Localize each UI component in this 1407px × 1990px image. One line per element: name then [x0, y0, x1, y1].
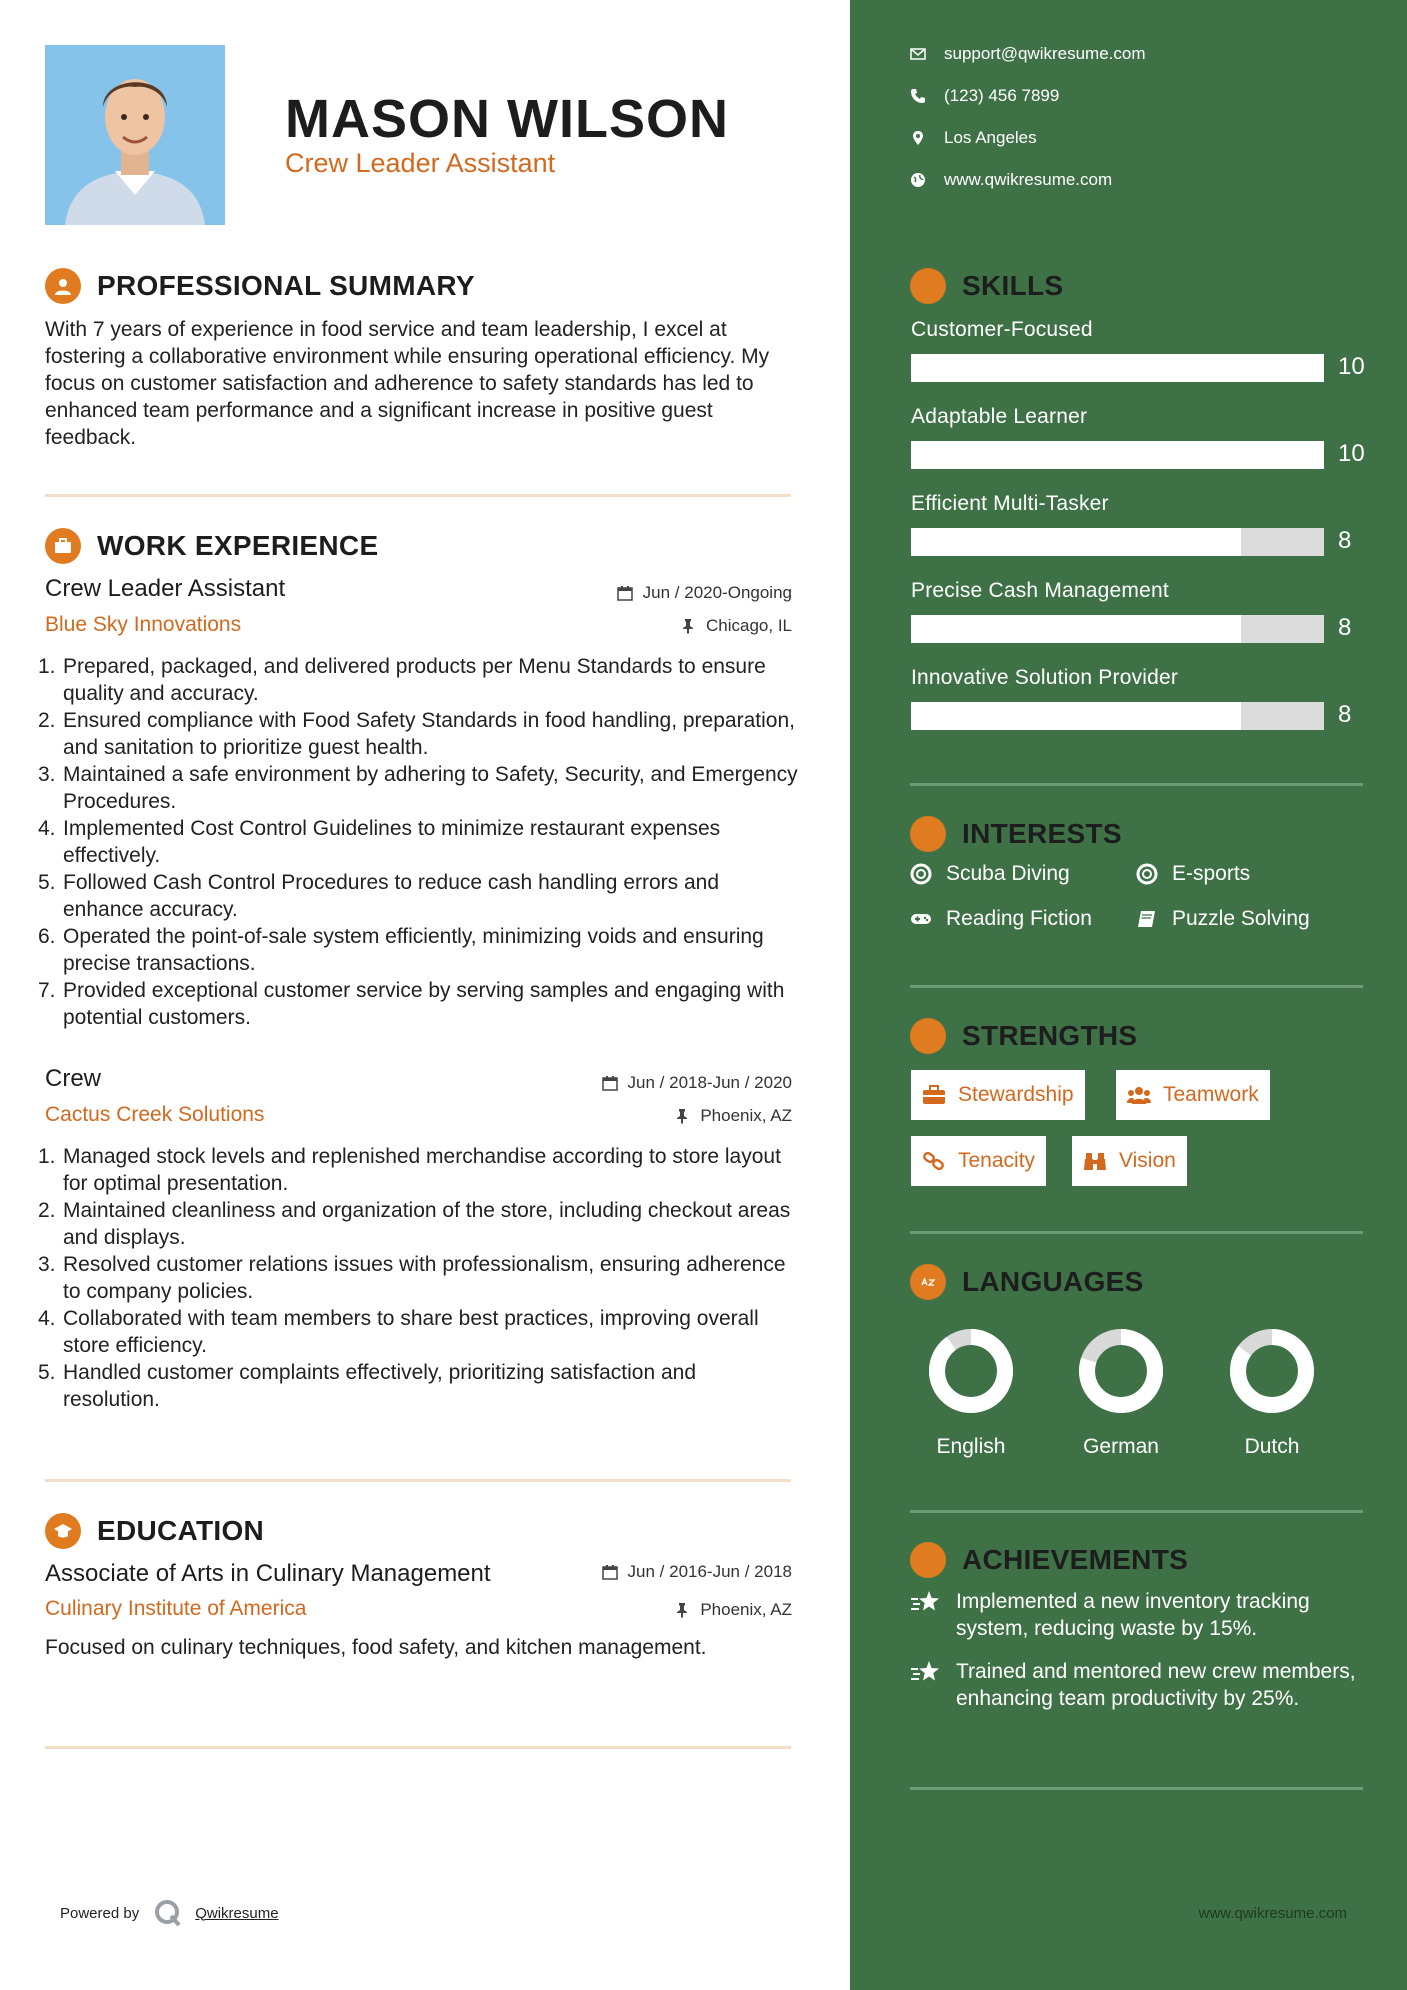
language-level-ring: [1228, 1327, 1316, 1415]
contact-phone-text: (123) 456 7899: [944, 86, 1060, 105]
skill-name: Precise Cash Management: [911, 579, 1169, 602]
strengths-heading: [910, 1018, 1137, 1054]
candidate-name: MASON WILSON: [285, 89, 729, 149]
list-item: 4. Implemented Cost Control Guidelines to minimize restaurant expenses effectively.: [38, 817, 721, 867]
candidate-role: Crew Leader Assistant: [285, 148, 556, 178]
lifebuoy-icon: [1136, 863, 1158, 885]
education-location: [674, 1600, 792, 1620]
skill-name: Innovative Solution Provider: [911, 666, 1179, 689]
achievement-item: [910, 1588, 1370, 1642]
education-title: EDUCATION: [97, 1515, 265, 1546]
binoculars-icon: [1083, 1151, 1107, 1171]
interest-item: [1136, 862, 1250, 886]
pin-icon: [674, 1108, 690, 1124]
achievements-heading: [910, 1542, 1188, 1578]
section-divider: [45, 494, 791, 497]
list-item: 5. Handled customer complaints effectively, prioritizing satisfaction and resolution.: [38, 1361, 697, 1411]
language-name: English: [936, 1435, 1006, 1458]
translate-icon: [910, 1264, 946, 1300]
skill-bar: [911, 441, 1324, 469]
interests-heading: [910, 816, 1122, 852]
list-item: 5. Followed Cash Control Procedures to reduce cash handling errors and enhance accuracy.: [38, 871, 720, 921]
work-heading: [45, 528, 378, 564]
skill-value: 8: [1338, 614, 1352, 641]
footer-powered-by: [60, 1898, 279, 1928]
contact-location: [910, 128, 1037, 148]
achievement-item: [910, 1658, 1370, 1712]
powered-by-label: Powered by: [60, 1904, 140, 1922]
list-item: 6. Operated the point-of-sale system efficiently, minimizing voids and ensuring precise transactions.: [38, 925, 764, 975]
strength-label: Stewardship: [958, 1083, 1074, 1106]
qwikresume-logo-icon: [153, 1898, 183, 1928]
section-divider: [910, 985, 1363, 988]
calendar-icon: [602, 1564, 618, 1580]
education-description: Focused on culinary techniques, food safety, and kitchen management.: [45, 1636, 707, 1659]
list-item: 1. Prepared, packaged, and delivered products per Menu Standards to ensure quality and accuracy.: [38, 655, 766, 705]
strength-badge: [1072, 1136, 1187, 1186]
interest-label: Puzzle Solving: [1172, 907, 1310, 930]
language-level-ring: [1077, 1327, 1165, 1415]
fist-icon: [910, 1018, 946, 1054]
user-icon: [45, 268, 81, 304]
skill-name: Efficient Multi-Tasker: [911, 492, 1109, 515]
section-divider: [45, 1479, 791, 1482]
lightbulb-icon: [910, 268, 946, 304]
contact-location-text: Los Angeles: [944, 128, 1037, 147]
interest-item: [910, 907, 1092, 931]
paper-plane-icon: [910, 816, 946, 852]
skill-bar-fill: [911, 702, 1241, 730]
skills-heading: [910, 268, 1063, 304]
shooting-star-icon: [910, 1660, 942, 1686]
job-company: Blue Sky Innovations: [45, 613, 242, 636]
strengths-title: STRENGTHS: [962, 1020, 1138, 1051]
contact-email-text: support@qwikresume.com: [944, 44, 1146, 63]
education-heading: [45, 1513, 264, 1549]
language-level-ring: [927, 1327, 1015, 1415]
contact-website-text: www.qwikresume.com: [944, 170, 1113, 189]
interest-item: [910, 862, 1070, 886]
graduation-cap-icon: [45, 1513, 81, 1549]
summary-title: PROFESSIONAL SUMMARY: [97, 270, 475, 301]
lifebuoy-icon: [910, 863, 932, 885]
section-divider: [910, 1787, 1363, 1790]
interests-title: INTERESTS: [962, 818, 1122, 849]
contact-email[interactable]: [910, 44, 1146, 64]
phone-icon: [910, 88, 926, 104]
trophy-star-icon: [910, 1542, 946, 1578]
job-dates-text: Jun / 2018-Jun / 2020: [627, 1073, 792, 1092]
book-icon: [1136, 908, 1158, 930]
contact-phone[interactable]: [910, 86, 1059, 106]
qwikresume-link[interactable]: Qwikresume: [195, 1904, 279, 1922]
degree-title: Associate of Arts in Culinary Management: [45, 1560, 491, 1587]
section-divider: [910, 1510, 1363, 1513]
list-item: 1. Managed stock levels and replenished merchandise according to store layout for optimal presentation.: [38, 1145, 781, 1195]
strength-badge: [1116, 1070, 1270, 1120]
job-location: [680, 616, 792, 636]
skill-value: 8: [1338, 527, 1352, 554]
languages-heading: [910, 1264, 1144, 1300]
list-item: 3. Resolved customer relations issues with professionalism, ensuring adherence to company policies.: [38, 1253, 786, 1303]
language-item: [1212, 1327, 1332, 1459]
job-location-text: Phoenix, AZ: [700, 1106, 792, 1125]
job-dates: [617, 583, 792, 603]
strength-label: Teamwork: [1163, 1083, 1259, 1106]
calendar-icon: [617, 585, 633, 601]
briefcase-icon: [922, 1085, 946, 1105]
interest-label: E-sports: [1172, 862, 1251, 885]
shooting-star-icon: [910, 1590, 942, 1616]
skill-bar-fill: [911, 615, 1241, 643]
achievement-text: Trained and mentored new crew members, enhancing team productivity by 25%.: [956, 1660, 1356, 1710]
education-dates: [602, 1562, 792, 1582]
strength-badge: [911, 1070, 1085, 1120]
globe-icon: [910, 172, 926, 188]
skill-value: 8: [1338, 701, 1352, 728]
skill-bar-fill: [911, 528, 1241, 556]
footer-site[interactable]: www.qwikresume.com: [1198, 1905, 1347, 1922]
school-name: Culinary Institute of America: [45, 1597, 307, 1620]
skill-bar-fill: [911, 441, 1324, 469]
list-item: 2. Maintained cleanliness and organization of the store, including checkout areas and displays.: [38, 1199, 791, 1249]
interest-label: Scuba Diving: [946, 862, 1070, 885]
language-name: Dutch: [1244, 1435, 1300, 1458]
achievements-title: ACHIEVEMENTS: [962, 1544, 1189, 1575]
skill-bar-fill: [911, 354, 1324, 382]
users-icon: [1127, 1085, 1151, 1105]
skill-bar: [911, 702, 1324, 730]
achievement-text: Implemented a new inventory tracking system, reducing waste by 15%.: [956, 1590, 1310, 1640]
section-divider: [910, 1231, 1363, 1234]
job-title: Crew: [45, 1065, 102, 1092]
skill-value: 10: [1338, 440, 1365, 467]
skill-value: 10: [1338, 353, 1365, 380]
skill-bar: [911, 528, 1324, 556]
language-name: German: [1083, 1435, 1159, 1458]
language-item: [1061, 1327, 1181, 1459]
education-location-text: Phoenix, AZ: [700, 1600, 792, 1619]
work-title: WORK EXPERIENCE: [97, 530, 379, 561]
languages-title: LANGUAGES: [962, 1266, 1144, 1297]
pin-icon: [674, 1602, 690, 1618]
education-dates-text: Jun / 2016-Jun / 2018: [627, 1562, 792, 1581]
list-item: 7. Provided exceptional customer service by serving samples and engaging with potential customers.: [38, 979, 785, 1029]
list-item: 3. Maintained a safe environment by adhering to Safety, Security, and Emergency Procedures.: [38, 763, 798, 813]
language-level-arc: [937, 1337, 1005, 1405]
map-pin-icon: [910, 130, 926, 146]
link-icon: [922, 1151, 946, 1171]
language-item: [911, 1327, 1031, 1459]
profile-photo: [45, 45, 225, 225]
briefcase-icon: [45, 528, 81, 564]
pin-icon: [680, 618, 696, 634]
section-divider: [45, 1746, 791, 1749]
list-item: 2. Ensured compliance with Food Safety Standards in food handling, preparation, and sanitation to prioritize guest health.: [38, 709, 795, 759]
job-title: Crew Leader Assistant: [45, 575, 286, 602]
skill-name: Adaptable Learner: [911, 405, 1088, 428]
skills-title: SKILLS: [962, 270, 1064, 301]
list-item: 4. Collaborated with team members to share best practices, improving overall store efficiency.: [38, 1307, 759, 1357]
strength-label: Tenacity: [958, 1149, 1036, 1172]
skill-bar: [911, 354, 1324, 382]
job-location-text: Chicago, IL: [706, 616, 792, 635]
interest-item: [1136, 907, 1310, 931]
job-bullets: [38, 653, 798, 1031]
job-dates: [602, 1073, 792, 1093]
job-dates-text: Jun / 2020-Ongoing: [642, 583, 792, 602]
gamepad-icon: [910, 908, 932, 930]
section-divider: [910, 783, 1363, 786]
skill-name: Customer-Focused: [911, 318, 1093, 341]
envelope-icon: [910, 46, 926, 62]
job-bullets: [38, 1143, 798, 1413]
summary-heading: [45, 268, 475, 304]
strength-label: Vision: [1119, 1149, 1176, 1172]
skill-bar: [911, 615, 1324, 643]
calendar-icon: [602, 1075, 618, 1091]
strength-badge: [911, 1136, 1046, 1186]
summary-text: With 7 years of experience in food service and team leadership, I excel at fostering a collaborative environment while ensuring operational efficiency. My focus on customer satisfaction and adherence to safety standards has led to enhanced team performance and a significant increase in positive guest feedback.: [45, 318, 770, 449]
contact-website[interactable]: [910, 170, 1112, 190]
interest-label: Reading Fiction: [946, 907, 1092, 930]
job-company: Cactus Creek Solutions: [45, 1103, 265, 1126]
job-location: [674, 1106, 792, 1126]
